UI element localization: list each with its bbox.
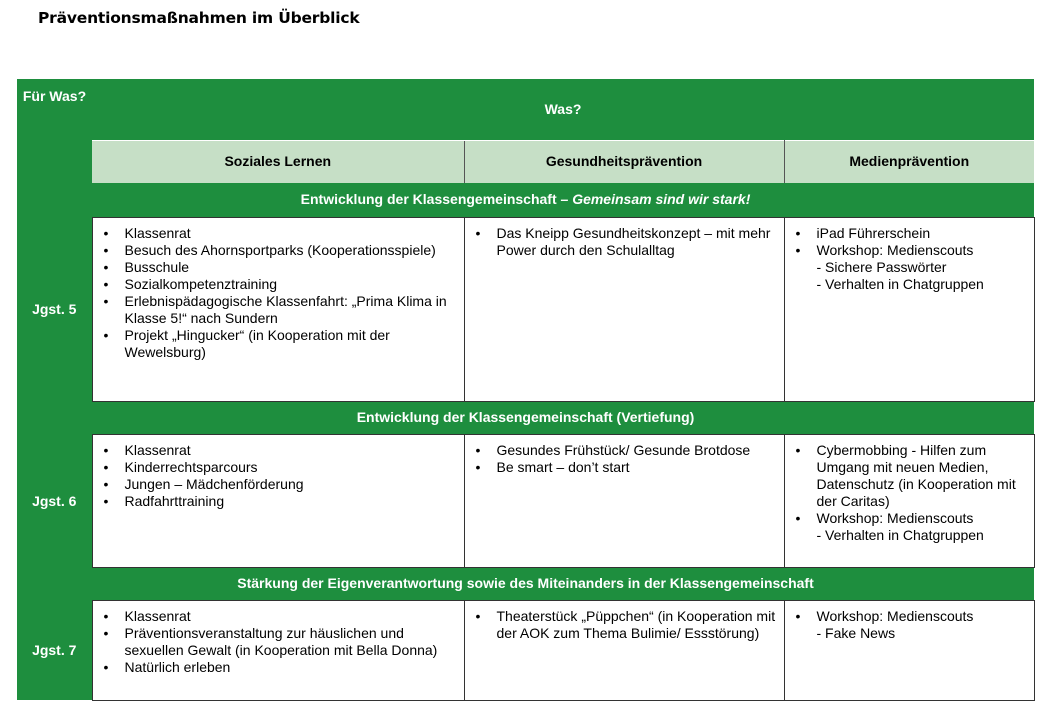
list-item: • Gesundes Frühstück/ Gesunde Brotdose: [497, 442, 781, 459]
list-item: • Theaterstück „Püppchen“ (in Kooperation mit der AOK zum Thema Bulimie/ Essstörung): [497, 608, 781, 642]
list-item: • Erlebnispädagogische Klassenfahrt: „Prima Klima in Klasse 5!“ nach Sundern: [125, 293, 461, 327]
header-fuer-was: Für Was?: [17, 79, 92, 183]
cell-sozial-jg7: [92, 600, 464, 700]
sub-item: - Verhalten in Chatgruppen: [816, 275, 984, 292]
grade-label: Jgst. 7: [17, 600, 92, 700]
cell-sozial-jg6: [92, 434, 464, 567]
list-item: • Cybermobbing - Hilfen zum Umgang mit neuen Medien, Datenschutz (in Kooperation mit der Caritas): [817, 442, 1031, 510]
list-item: • Jungen – Mädchenförderung: [125, 476, 461, 493]
band-motto: Gemeinsam sind wir stark!: [572, 191, 751, 208]
list-item: • Sozialkompetenztraining: [125, 276, 461, 293]
list-item: • Workshop: Medienscouts: [817, 608, 1031, 625]
prevention-table: [17, 79, 1035, 701]
list-item: • Busschule: [125, 259, 461, 276]
list-item: • Kinderrechtsparcours: [125, 459, 461, 476]
cell-medien-jg6: [784, 434, 1034, 567]
grade-label: Jgst. 5: [17, 217, 92, 401]
list-item: • Klassenrat: [125, 442, 461, 459]
list-item: • Projekt „Hingucker“ (in Kooperation mit der Wewelsburg): [125, 327, 461, 361]
band-klassengemeinschaft: [17, 183, 1034, 217]
list-item: • Workshop: Medienscouts: [817, 510, 1031, 527]
cell-gesundheit-jg6: [464, 434, 784, 567]
list-item: • Radfahrttraining: [125, 493, 461, 510]
column-header-gesundheitspraevention: Gesundheitsprävention: [464, 140, 784, 183]
cell-gesundheit-jg5: [464, 217, 784, 401]
list-item: • Das Kneipp Gesundheitskonzept – mit mehr Power durch den Schulalltag: [497, 225, 781, 259]
band-text: Entwicklung der Klassengemeinschaft –: [300, 191, 573, 208]
cell-sozial-jg5: [92, 217, 464, 401]
grade-label: Jgst. 6: [17, 434, 92, 567]
band-eigenverantwortung: Stärkung der Eigenverantwortung sowie des Miteinanders in der Klassengemeinschaft: [17, 567, 1034, 600]
list-item: • Besuch des Ahornsportparks (Kooperationsspiele): [125, 242, 461, 259]
band-vertiefung: Entwicklung der Klassengemeinschaft (Vertiefung): [17, 401, 1034, 434]
list-item: • Workshop: Medienscouts: [817, 242, 1031, 259]
list-item: • iPad Führerschein: [817, 225, 1031, 242]
column-header-medienpraevention: Medienprävention: [784, 140, 1034, 183]
list-item: • Klassenrat: [125, 608, 461, 625]
sub-item: - Verhalten in Chatgruppen: [816, 526, 984, 543]
cell-gesundheit-jg7: [464, 600, 784, 700]
list-item: • Natürlich erleben: [125, 659, 461, 676]
list-item: • Be smart – don’t start: [497, 459, 781, 476]
list-item: • Klassenrat: [125, 225, 461, 242]
list-item: • Präventionsveranstaltung zur häuslichen und sexuellen Gewalt (in Kooperation mit Bella Donna): [125, 625, 461, 659]
column-header-soziales-lernen: Soziales Lernen: [92, 140, 464, 183]
cell-medien-jg7: [784, 600, 1034, 700]
cell-medien-jg5: [784, 217, 1034, 401]
header-was: Was?: [92, 79, 1034, 140]
sub-item: - Sichere Passwörter: [816, 258, 947, 275]
sub-item: - Fake News: [816, 624, 896, 641]
page-title: Präventionsmaßnahmen im Überblick: [38, 9, 360, 27]
